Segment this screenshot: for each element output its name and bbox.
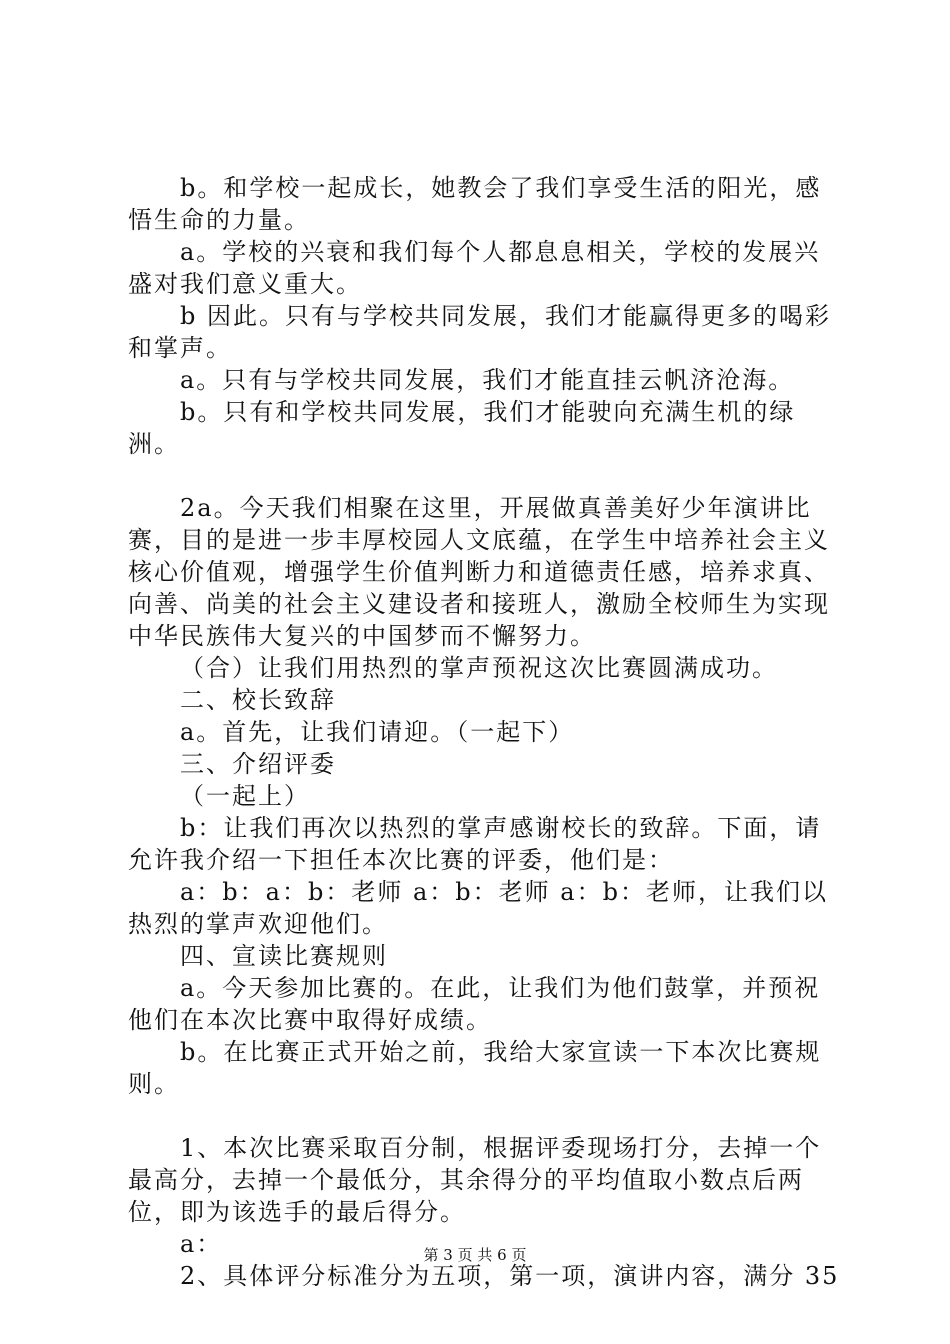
paragraph: b 因此。只有与学校共同发展，我们才能赢得更多的喝彩和掌声。: [128, 302, 831, 362]
paragraph: b。在比赛正式开始之前，我给大家宣读一下本次比赛规则。: [128, 1038, 822, 1098]
paragraph-gap: [128, 1100, 840, 1132]
paragraph: a。今天参加比赛的。在此，让我们为他们鼓掌，并预祝他们在本次比赛中取得好成绩。: [128, 974, 821, 1034]
paragraph: （一起上）: [180, 782, 310, 810]
paragraph: a。首先，让我们请迎。（一起下）: [180, 718, 575, 746]
paragraph: a。只有与学校共同发展，我们才能直挂云帆济沧海。: [180, 366, 795, 394]
paragraph: 2、具体评分标准分为五项，第一项，演讲内容，满分 35: [180, 1262, 840, 1290]
section-heading: 四、宣读比赛规则: [180, 942, 388, 970]
paragraph: a：: [180, 1230, 223, 1258]
page-number-footer: 第 3 页 共 6 页: [423, 1246, 527, 1264]
paragraph: a。学校的兴衰和我们每个人都息息相关，学校的发展兴盛对我们意义重大。: [128, 238, 821, 298]
section-heading: 二、校长致辞: [180, 686, 336, 714]
paragraph: b。和学校一起成长，她教会了我们享受生活的阳光，感悟生命的力量。: [128, 174, 822, 234]
paragraph: 2a。今天我们相聚在这里，开展做真善美好少年演讲比赛，目的是进一步丰厚校园人文底蕴，在学生中培养社会主义核心价值观，增强学生价值判断力和道德责任感，培养求真、向善、尚美的社会主义建设者和接班人，激励全校师生为实现中华民族伟大复兴的中国梦而不懈努力。: [128, 494, 830, 650]
paragraph: b。只有和学校共同发展，我们才能驶向充满生机的绿洲。: [128, 398, 796, 458]
paragraph: （合）让我们用热烈的掌声预祝这次比赛圆满成功。: [180, 654, 778, 682]
paragraph-gap: [128, 460, 840, 492]
document-body: [128, 172, 840, 1292]
paragraph: a：b：a：b：老师 a：b：老师 a：b：老师，让我们以热烈的掌声欢迎他们。: [128, 878, 828, 938]
section-heading: 三、介绍评委: [180, 750, 336, 778]
paragraph: b：让我们再次以热烈的掌声感谢校长的致辞。下面，请允许我介绍一下担任本次比赛的评委，他们是：: [128, 814, 822, 874]
paragraph: 1、本次比赛采取百分制，根据评委现场打分，去掉一个最高分，去掉一个最低分，其余得分的平均值取小数点后两位，即为该选手的最后得分。: [128, 1134, 822, 1226]
